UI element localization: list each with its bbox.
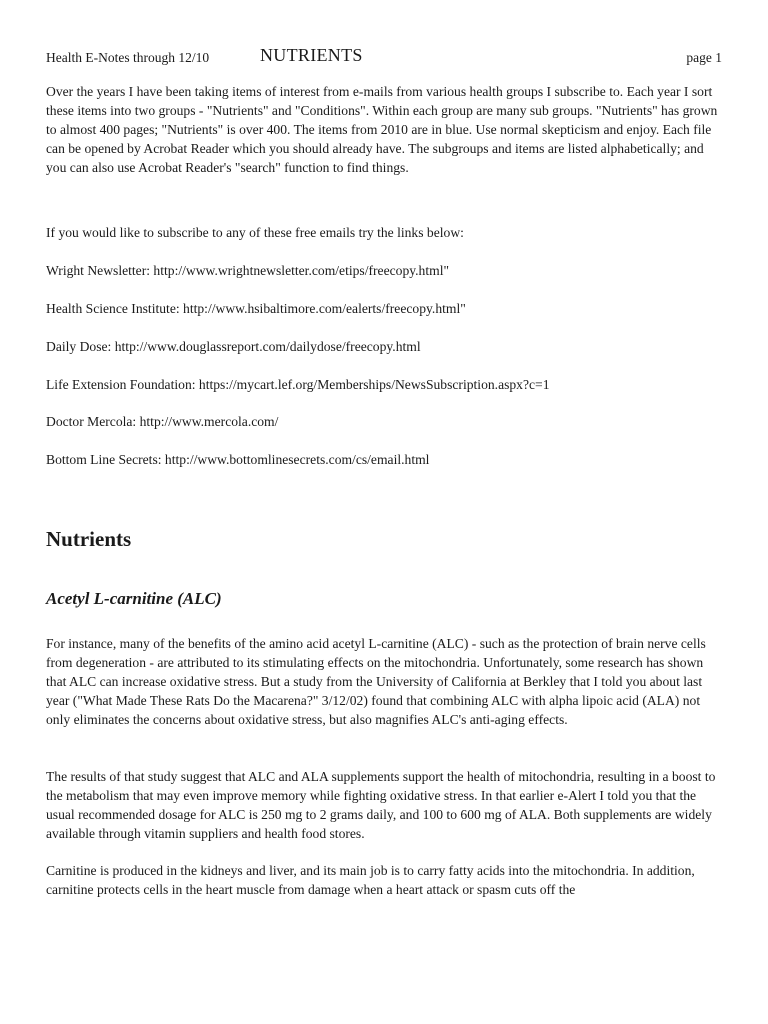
page-number: page 1 (686, 50, 722, 65)
link-bottom-line-secrets[interactable]: Bottom Line Secrets: http://www.bottomlinesecrets.com/cs/email.html (46, 452, 430, 467)
link-daily-dose[interactable]: Daily Dose: http://www.douglassreport.com/dailydose/freecopy.html (46, 339, 421, 354)
intro-paragraph: Over the years I have been taking items of interest from e-mails from various health groups I subscribe to. Each year I sort these items into two groups - "Nutrients" and "Conditions". Within each group are many sub groups. "Nutrients" has grown to almost 400 pages; "Nutrients" is over 400. The items from 2010 are in blue. Use normal skepticism and enjoy. Each file can be opened by Acrobat Reader which you should already have. The subgroups and items are listed alphabetically; and you can also use Acrobat Reader's "search" function to find things. (46, 84, 718, 175)
subsection-heading: Acetyl L-carnitine (ALC) (46, 589, 222, 608)
header-left: Health E-Notes through 12/10 (46, 50, 210, 65)
section-heading: Nutrients (46, 527, 132, 551)
link-doctor-mercola[interactable]: Doctor Mercola: http://www.mercola.com/ (46, 414, 279, 429)
body-paragraph: The results of that study suggest that ALC and ALA supplements support the health of mitochondria, resulting in a boost to the metabolism that may even improve memory while fighting oxidative stress. In that earlier e-Alert I told you that the usual recommended dosage for ALC is 250 mg to 2 grams daily, and 100 to 600 mg of ALA. Both supplements are widely available through vitamin suppliers and health food stores. (46, 769, 716, 841)
body-paragraph: For instance, many of the benefits of the amino acid acetyl L-carnitine (ALC) - such as the protection of brain nerve cells from degeneration - are attributed to its stimulating effects on the mitochondria. Unfortunately, some research has shown that ALC can increase oxidative stress. But a study from the University of California at Berkley that I told you about last year ("What Made These Rats Do the Macarena?" 3/12/02) found that combining ALC with alpha lipoic acid (ALA) not only eliminates the concerns about oxidative stress, but also magnifies ALC's anti-aging effects. (46, 636, 706, 727)
body-paragraph: Carnitine is produced in the kidneys and liver, and its main job is to carry fatty acids into the mitochondria. In addition, carnitine protects cells in the heart muscle from damage when a heart attack or spasm cuts off the (46, 863, 695, 897)
link-wright-newsletter[interactable]: Wright Newsletter: http://www.wrightnewsletter.com/etips/freecopy.html" (46, 263, 450, 278)
header-title: NUTRIENTS (260, 45, 363, 65)
page-header (46, 47, 722, 69)
link-life-extension[interactable]: Life Extension Foundation: https://mycart.lef.org/Memberships/NewsSubscription.aspx?c=1 (46, 377, 550, 392)
subscribe-intro: If you would like to subscribe to any of these free emails try the links below: (46, 225, 464, 240)
link-health-science-institute[interactable]: Health Science Institute: http://www.hsibaltimore.com/ealerts/freecopy.html" (46, 301, 466, 316)
